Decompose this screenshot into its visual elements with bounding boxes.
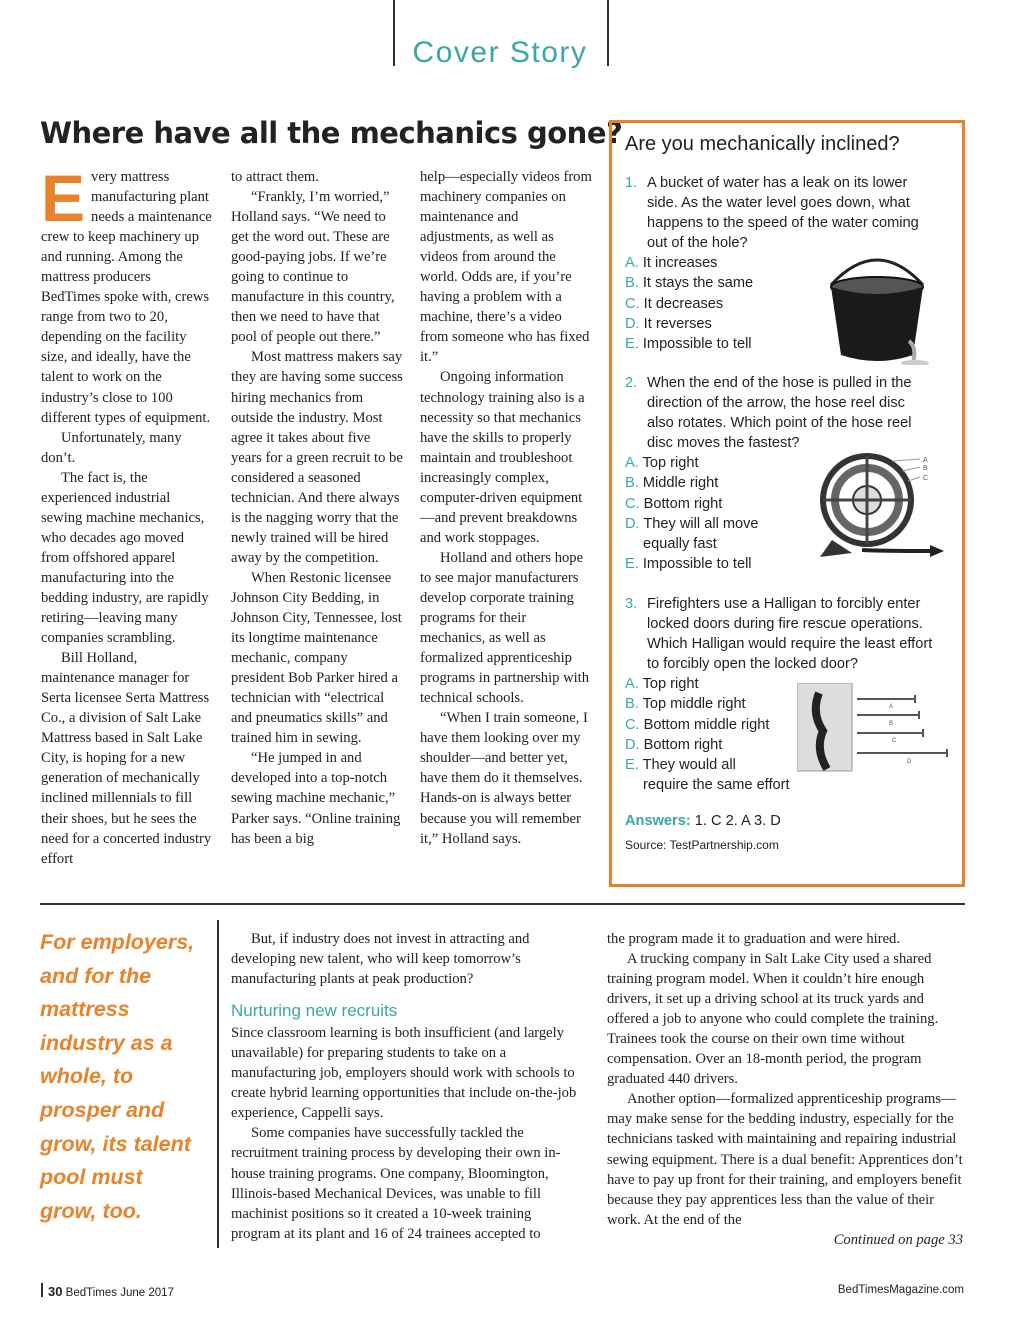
paragraph: “Frankly, I’m worried,” Holland says. “We need to get the word out. These are good-paying jobs. If we’re going to continue to manufacture in this country, then we need to have that pool of people out there.” bbox=[231, 189, 395, 346]
option-e: E. They would all bbox=[625, 756, 736, 773]
issue-date: June 2017 bbox=[120, 1287, 174, 1299]
halligan-label-d: D bbox=[907, 759, 912, 765]
paragraph: Most mattress makers say they are having some success hiring mechanics from outside the industry. Most agree it takes about five years for a green recruit to be considered a seasoned technician. And there always is the nagging worry that the newly trained will be hired away by the competition. bbox=[231, 349, 403, 566]
option-e: E. Impossible to tell bbox=[625, 335, 752, 352]
question-number: 1. bbox=[625, 175, 638, 191]
magazine-name: BedTimes bbox=[65, 1287, 118, 1299]
reel-label-c: C bbox=[923, 475, 929, 482]
paragraph: When Restonic licensee Johnson City Bedding, in Johnson City, Tennessee, lost its longtime maintenance mechanic, company president Bob Parker hired a technician with “electrical and pneumatics skills” and trained him in sewing. bbox=[231, 569, 402, 747]
option-e: E. Impossible to tell bbox=[625, 555, 752, 572]
option-c: C. Bottom middle right bbox=[625, 716, 770, 733]
article-headline: Where have all the mechanics gone? bbox=[40, 116, 623, 150]
option-e-continued: require the same effort bbox=[643, 776, 790, 793]
article-lower-column-2 bbox=[607, 929, 963, 1250]
option-a: A. It increases bbox=[625, 255, 718, 272]
article-lower-column-1 bbox=[231, 929, 581, 1244]
quiz-sidebar bbox=[609, 120, 965, 887]
footer-left bbox=[48, 1284, 174, 1299]
paragraph: help—especially videos from machinery companies on maintenance and adjustments, as well as videos from around the world. Odds are, if you’re having a problem with a machine, there’s a video from someone who has fixed it.” bbox=[420, 169, 592, 366]
option-d: D. They will all move bbox=[625, 515, 759, 532]
paragraph: But, if industry does not invest in attracting and developing new talent, who will keep tomorrow’s manufacturing plants at peak production? bbox=[231, 931, 530, 988]
paragraph: Holland and others hope to see major manufacturers develop corporate training programs for their mechanics, as well as formalized apprenticeship programs in partnership with technical schools. bbox=[420, 549, 590, 707]
footer-website[interactable]: BedTimesMagazine.com bbox=[837, 1284, 964, 1296]
option-a: A. Top right bbox=[625, 676, 699, 693]
halligan-label-c: C bbox=[892, 738, 897, 744]
subhead: Nurturing new recruits bbox=[231, 1001, 398, 1021]
section-divider bbox=[40, 903, 965, 905]
option-b: B. It stays the same bbox=[625, 275, 754, 292]
paragraph: Some companies have successfully tackled the recruitment training process by developing their own in-house training programs. One company, Bloomington, Illinois-based Mechanical Devices, was unable to fill machinist positions so it created a 10-week training program at its plant and 16 of 24 trainees accepted to bbox=[231, 1125, 561, 1242]
paragraph: “When I train someone, I have them looking over my shoulder—and better yet, have them do it themselves. Hands-on is always better because you will remember it,” Holland says. bbox=[420, 710, 588, 847]
article-column-2 bbox=[231, 167, 403, 849]
footer-rule bbox=[41, 1283, 43, 1297]
paragraph: The fact is, the experienced industrial sewing machine mechanics, who decades ago moved from offshored apparel manufacturing into the bedding industry, are rapidly retiring—leaving many companies scrambling. bbox=[41, 469, 209, 647]
header-rule-right bbox=[607, 0, 609, 66]
drop-cap: E bbox=[41, 161, 86, 235]
option-d: D. Bottom right bbox=[625, 736, 723, 753]
halligan-door-illustration bbox=[797, 683, 952, 778]
paragraph: Since classroom learning is both insufficient (and largely unavailable) for preparing students to take on a manufacturing job, employers should work with schools to create hybrid learning opportunities that include on-the-job experience, Cappelli says. bbox=[231, 1025, 577, 1122]
article-column-3 bbox=[420, 167, 592, 849]
leaking-bucket-illustration bbox=[817, 245, 937, 365]
quiz-source: Source: TestPartnership.com bbox=[625, 838, 779, 852]
article-column-1 bbox=[41, 161, 213, 869]
continued-note: Continued on page 33 bbox=[833, 1231, 963, 1248]
question-number: 2. bbox=[625, 375, 638, 391]
hose-reel-illustration bbox=[812, 445, 947, 570]
paragraph: Every mattress manufacturing plant needs a maintenance crew to keep machinery up and running. Among the mattress producers BedTimes spoke with, crews range from two to 20, depending on the facility size, and ideally, have the talent to work on the industry’s close to 100 different types of equipment. bbox=[41, 161, 212, 426]
pull-quote: For employers, and for the mattress industry as a whole, to prosper and grow, its talent pool must grow, too. bbox=[40, 930, 195, 1223]
section-label: Cover Story bbox=[412, 36, 588, 69]
paragraph: A trucking company in Salt Lake City used a shared training program model. When it couldn’t hire enough drivers, it set up a driving school at its truck yards and offered a job to anyone who could complete the training. Trainees took the course on their own time without compensation. Over an 18-month period, the program graduated 440 drivers. bbox=[607, 951, 939, 1088]
option-c: C. It decreases bbox=[625, 295, 724, 312]
option-a: A. Top right bbox=[625, 455, 699, 472]
pull-quote-rule bbox=[217, 920, 219, 1248]
reel-label-b: B bbox=[923, 465, 928, 472]
paragraph: Ongoing information technology training also is a necessity so that mechanics have the skills to properly maintain and troubleshoot increasingly complex, computer-driven equipment—and prevent breakdowns and work stoppages. bbox=[420, 369, 585, 546]
option-b: B. Top middle right bbox=[625, 696, 746, 713]
option-b: B. Middle right bbox=[625, 475, 719, 492]
paragraph: Bill Holland, maintenance manager for Serta licensee Serta Mattress Co., a division of Salt Lake Mattress based in Salt Lake City, is hoping for a new generation of mechanically inclined millennials to fill their shoes, but he sees the need for a concerted industry effort bbox=[41, 650, 212, 867]
option-d: D. It reverses bbox=[625, 315, 712, 332]
halligan-label-a: A bbox=[889, 704, 894, 710]
halligan-label-b: B bbox=[889, 721, 894, 727]
paragraph: to attract them. bbox=[231, 169, 319, 185]
option-d-continued: equally fast bbox=[643, 535, 717, 552]
quiz-answers: Answers: 1. C 2. A 3. D bbox=[625, 813, 781, 829]
paragraph: the program made it to graduation and were hired. bbox=[607, 931, 900, 947]
question-text: Firefighters use a Halligan to forcibly enter locked doors during fire rescue operations. Which Halligan would require the least effort to forcibly open the locked door? bbox=[647, 596, 933, 673]
question-number: 3. bbox=[625, 596, 638, 612]
page-number: 30 bbox=[48, 1284, 63, 1299]
question-text: When the end of the hose is pulled in the direction of the arrow, the hose reel disc also rotates. Which point of the hose reel disc moves the fastest? bbox=[647, 375, 912, 452]
paragraph: Unfortunately, many don’t. bbox=[41, 429, 182, 466]
paragraph: Another option—formalized apprenticeship programs—may make sense for the bedding industry, especially for the technicians tasked with maintaining and repairing industrial sewing equipment. There is a dual benefit: Apprentices don’t have to pay up front for their training, and employers benefit because they pay apprentices less than the value of their work. At the end of the bbox=[607, 1091, 963, 1228]
quiz-title: Are you mechanically inclined? bbox=[625, 133, 900, 155]
option-c: C. Bottom right bbox=[625, 495, 723, 512]
reel-label-a: A bbox=[923, 457, 928, 464]
paragraph: “He jumped in and developed into a top-notch sewing machine mechanic,” Parker says. “Online training has been a big bbox=[231, 750, 401, 847]
question-text: A bucket of water has a leak on its lower side. As the water level goes down, what happens to the speed of the water coming out of the hole? bbox=[647, 175, 919, 252]
